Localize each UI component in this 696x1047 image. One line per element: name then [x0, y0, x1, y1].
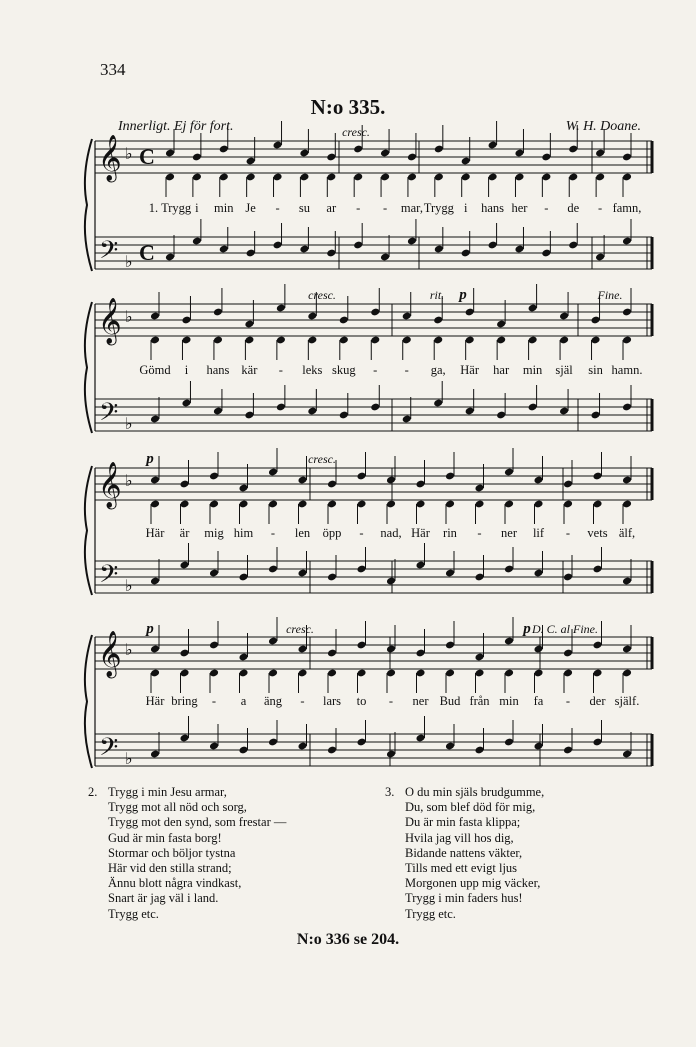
bass-clef-icon: 𝄢	[99, 237, 119, 270]
lyric-syllable: min	[499, 694, 519, 708]
bass-clef-icon: 𝄢	[99, 561, 119, 594]
verse-3	[385, 785, 545, 922]
lyric-syllable: hamn.	[611, 363, 643, 377]
verse-line: Hvila jag vill hos dig,	[405, 830, 514, 845]
lyric-syllable: hans	[206, 363, 230, 377]
lyric-syllable: har	[493, 363, 510, 377]
lyric-syllable: -	[211, 694, 217, 708]
composer-credit: W. H. Doane.	[565, 119, 641, 134]
dynamic-marking: p	[523, 621, 531, 637]
brace	[85, 635, 92, 768]
music-system	[85, 121, 652, 271]
dynamic-marking: p	[459, 287, 467, 303]
verse-line: Här vid den stilla strand;	[108, 861, 232, 876]
lyric-syllable: de	[567, 201, 580, 215]
lyric-syllable: nad,	[380, 526, 402, 540]
verse-line: Trygg etc.	[108, 906, 159, 921]
lyric-syllable: 1. Trygg	[148, 201, 192, 215]
verse-line: Trygg mot all nöd och sorg,	[108, 800, 247, 815]
lyric-syllable: famn,	[612, 201, 642, 215]
dynamic-marking: cresc.	[308, 452, 336, 466]
lyric-syllable: ner	[501, 526, 517, 540]
lyric-syllable: -	[356, 201, 361, 215]
lyric-syllable: -	[270, 526, 276, 540]
bass-clef-icon: 𝄢	[99, 734, 119, 767]
lyric-syllable: ner	[412, 694, 429, 708]
flat-icon: ♭	[125, 473, 133, 490]
verse-line: Trygg i min faders hus!	[405, 891, 523, 906]
page-number: 334	[100, 60, 126, 79]
lyric-syllable: bring	[171, 694, 198, 708]
lyric-syllable: ar	[326, 201, 337, 215]
lyric-syllable: Här	[145, 694, 165, 708]
dynamic-marking: Fine.	[597, 288, 623, 302]
verse-line: O du min själs brudgumme,	[405, 785, 545, 799]
verse-number: 2.	[88, 785, 98, 799]
treble-clef-icon: 𝄞	[98, 462, 122, 507]
brace	[85, 466, 92, 595]
lyric-syllable: lif	[532, 526, 545, 540]
lyric-syllable: kär	[241, 363, 258, 377]
lyric-syllable: -	[388, 694, 394, 708]
verse-line: Du är min fasta klippa;	[405, 815, 521, 830]
lyric-syllable: to	[356, 694, 367, 708]
lyric-syllable: -	[477, 526, 482, 540]
flat-icon: ♭	[125, 416, 133, 433]
lyric-syllable: len	[294, 526, 311, 540]
brace	[85, 139, 92, 271]
flat-icon: ♭	[125, 578, 133, 595]
verse-line: Trygg etc.	[405, 906, 456, 921]
lyric-syllable: mar,	[400, 201, 423, 215]
treble-clef-icon: 𝄞	[98, 631, 122, 676]
lyric-syllable: Här	[460, 363, 480, 377]
music-system	[85, 284, 652, 433]
lyric-syllable: min	[214, 201, 234, 215]
flat-icon: ♭	[125, 309, 133, 326]
lyric-syllable: fa	[533, 694, 544, 708]
dynamic-marking: cresc.	[342, 125, 370, 139]
lyric-syllable: älf,	[618, 526, 636, 540]
dynamic-marking: p	[146, 621, 154, 637]
lyric-syllable: -	[275, 201, 280, 215]
lyric-syllable: själf.	[614, 694, 640, 708]
lyric-syllable: -	[565, 526, 571, 540]
lyric-syllable: lars	[322, 694, 342, 708]
lyric-syllable: mig	[204, 526, 224, 540]
flat-icon: ♭	[125, 642, 133, 659]
lyric-syllable: -	[373, 363, 378, 377]
lyric-syllable: her	[511, 201, 528, 215]
lyric-syllable: leks	[302, 363, 323, 377]
lyric-syllable: är	[179, 526, 190, 540]
verse-2	[88, 785, 287, 922]
lyric-syllable: Je	[245, 201, 256, 215]
lyric-syllable: från	[469, 694, 490, 708]
flat-icon: ♭	[125, 146, 133, 163]
verse-line: Tills med ett evigt ljus	[405, 861, 518, 876]
lyric-syllable: -	[359, 526, 364, 540]
music-system	[85, 617, 652, 768]
footer-reference: N:o 336 se 204.	[296, 931, 400, 948]
verse-number: 3.	[385, 785, 395, 799]
lyric-syllable: i	[184, 363, 189, 377]
dynamic-marking: cresc.	[308, 288, 336, 302]
verse-line: Morgonen upp mig väcker,	[405, 876, 541, 891]
lyric-syllable: -	[278, 363, 283, 377]
treble-clef-icon: 𝄞	[98, 135, 122, 180]
verse-line: Gud är min fasta borg!	[108, 830, 222, 845]
lyric-syllable: hans	[481, 201, 505, 215]
lyric-syllable: him	[233, 526, 254, 540]
verse-line: Bidande nattens väkter,	[405, 845, 523, 860]
hymn-number: N:o 335.	[310, 95, 386, 119]
lyric-syllable: Gömd	[139, 363, 171, 377]
bass-clef-icon: 𝄢	[99, 399, 119, 432]
lyric-syllable: Bud	[439, 694, 461, 708]
dynamic-marking: cresc.	[286, 622, 314, 636]
lyric-syllable: su	[298, 201, 310, 215]
lyric-syllable: -	[565, 694, 571, 708]
lyric-syllable: rin	[443, 526, 457, 540]
verse-line: Trygg mot den synd, som frestar —	[108, 815, 287, 830]
dynamic-marking: D. C. al Fine.	[532, 622, 598, 636]
lyric-syllable: a	[240, 694, 247, 708]
lyric-syllable: sin	[588, 363, 603, 377]
verse-line: Ännu blott några vindkast,	[108, 876, 242, 891]
lyric-syllable: själ	[555, 363, 573, 377]
lyric-syllable: min	[522, 363, 543, 377]
brace	[85, 302, 92, 433]
lyric-syllable: vets	[587, 526, 608, 540]
lyric-syllable: -	[404, 363, 409, 377]
lyric-syllable: Här	[411, 526, 430, 540]
dynamic-marking: rit.	[429, 288, 445, 302]
lyric-syllable: Trygg	[423, 201, 454, 215]
flat-icon: ♭	[125, 751, 133, 768]
lyric-syllable: der	[589, 694, 606, 708]
lyric-syllable: öpp	[322, 526, 342, 540]
music-system	[85, 448, 652, 595]
verse-line: Stormar och böljor tystna	[108, 845, 236, 860]
verse-line: Du, som blef död för mig,	[405, 800, 536, 815]
treble-clef-icon: 𝄞	[98, 298, 122, 343]
lyric-syllable: i	[463, 201, 468, 215]
lyric-syllable: -	[544, 201, 549, 215]
lyric-syllable: i	[195, 201, 199, 215]
lyric-syllable: -	[382, 201, 388, 215]
flat-icon: ♭	[125, 254, 133, 271]
lyric-syllable: äng	[263, 694, 283, 708]
lyric-syllable: Här	[145, 526, 165, 540]
lyric-syllable: -	[598, 201, 603, 215]
lyric-syllable: -	[300, 694, 305, 708]
verse-line: Trygg i min Jesu armar,	[108, 785, 227, 799]
common-time-icon: C	[139, 144, 155, 169]
lyric-syllable: skug	[331, 363, 356, 377]
lyric-syllable: ga,	[430, 363, 446, 377]
dynamic-marking: p	[146, 451, 154, 467]
verse-line: Snart är jag väl i land.	[108, 891, 219, 906]
tempo-marking: Innerligt. Ej för fort.	[118, 119, 234, 134]
common-time-icon: C	[139, 240, 155, 265]
